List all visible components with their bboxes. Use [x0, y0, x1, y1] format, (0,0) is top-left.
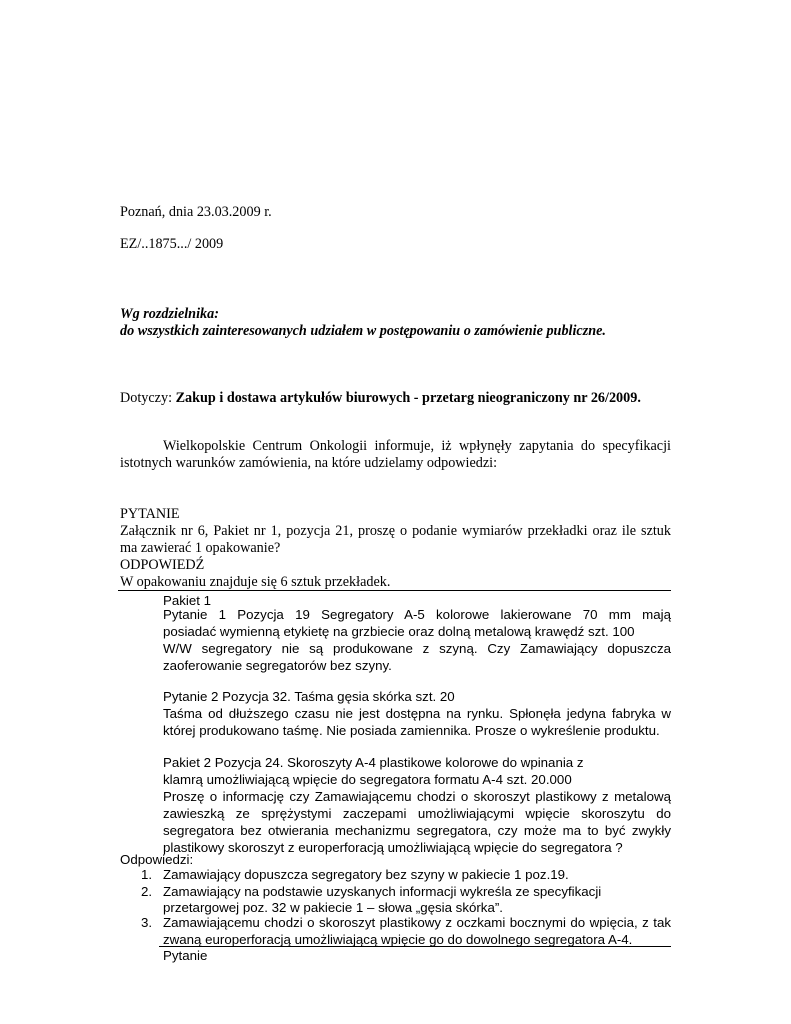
question-1-line: W/W segregatory nie są produkowane z szyną. Czy Zamawiający dopuszcza — [163, 641, 671, 656]
answers-label: Odpowiedzi: — [120, 852, 194, 867]
question-3-line: zawieszką ze sprężystymi zaczepami umożliwiającymi wpięcie skoroszytu do — [163, 806, 671, 821]
answer-number: 3. — [141, 915, 153, 930]
package-label: Pakiet 1 — [163, 593, 212, 608]
intro-line: Wielkopolskie Centrum Onkologii informuje, iż wpłynęły zapytania do specyfikacji — [163, 438, 671, 454]
question-2-line: której produkowano taśmę. Nie posiada zamiennika. Prosze o wykreślenie produktu. — [163, 723, 660, 738]
answer-2-line: Zamawiający na podstawie uzyskanych informacji wykreśla ze specyfikacji — [163, 884, 602, 899]
answer-number: 2. — [141, 884, 153, 899]
question-3-line: segregatora bez otwierania mechanizmu segregatora, czy może ma to być zwykły — [163, 823, 671, 838]
place-date: Poznań, dnia 23.03.2009 r. — [120, 204, 272, 220]
question-2 — [163, 688, 671, 739]
recipients-heading: Wg rozdzielnika: — [120, 306, 219, 322]
subject-text: Zakup i dostawa artykułów biurowych - przetarg nieograniczony nr 26/2009. — [175, 390, 641, 406]
question-label: Pytanie — [163, 948, 208, 963]
reference-number: EZ/..1875.../ 2009 — [120, 236, 224, 252]
question-line: Załącznik nr 6, Pakiet nr 1, pozycja 21, proszę o podanie wymiarów przekładki oraz ile sztuk — [120, 523, 671, 539]
answer-1-line: Zamawiający dopuszcza segregatory bez szyny w pakiecie 1 poz.19. — [163, 867, 569, 882]
question-1-line: posiadać wymienną etykietę na grzbiecie oraz dolną metalową krawędź szt. 100 — [163, 624, 635, 639]
answer-text: W opakowaniu znajduje się 6 sztuk przekładek. — [120, 574, 391, 590]
question-1 — [163, 606, 671, 674]
answer-3-line: zwaną europerforacją umożliwiającą wpięcie go do dowolnego segregatora A-4. — [163, 932, 633, 947]
intro-paragraph — [120, 438, 671, 472]
answer-3 — [163, 914, 671, 948]
qa-block-1 — [120, 506, 671, 591]
recipients-line: do wszystkich zainteresowanych udziałem w postępowaniu o zamówienie publiczne. — [120, 323, 606, 339]
answer-number: 1. — [141, 867, 153, 882]
question-3-line: klamrą umożliwiającą wpięcie do segregatora formatu A-4 szt. 20.000 — [163, 772, 572, 787]
question-2-line: Pytanie 2 Pozycja 32. Taśma gęsia skórka szt. 20 — [163, 689, 455, 704]
question-1-line: Pytanie 1 Pozycja 19 Segregatory A-5 kolorowe lakierowane 70 mm mają — [163, 607, 671, 622]
subject-line — [120, 390, 641, 407]
answer-heading: ODPOWIEDŹ — [120, 557, 205, 573]
question-2-line: Taśma od dłuższego czasu nie jest dostępna na rynku. Spłonęła jedyna fabryka w — [163, 706, 671, 721]
section-divider — [118, 590, 671, 591]
question-3-line: Proszę o informację czy Zamawiającemu chodzi o skoroszyt plastikowy z metalową — [163, 789, 671, 804]
subject-label: Dotyczy: — [120, 390, 176, 406]
question-3-line: Pakiet 2 Pozycja 24. Skoroszyty A-4 plastikowe kolorowe do wpinania z — [163, 755, 584, 770]
section-divider — [159, 946, 671, 947]
question-3 — [163, 754, 671, 856]
question-1-line: zaoferowanie segregatorów bez szyny. — [163, 658, 392, 673]
answer-2-line: przetargowej poz. 32 w pakiecie 1 – słowa „gęsia skórka”. — [163, 900, 503, 915]
question-line: ma zawierać 1 opakowanie? — [120, 540, 281, 556]
question-3-line: plastikowy skoroszyt z europerforacją umożliwiającą wpięcie do segregatora ? — [163, 840, 623, 855]
intro-line: istotnych warunków zamówienia, na które udzielamy odpowiedzi: — [120, 455, 498, 471]
answer-3-line: Zamawiającemu chodzi o skoroszyt plastikowy z oczkami bocznymi do wpięcia, z tak — [163, 915, 671, 930]
question-heading: PYTANIE — [120, 506, 180, 522]
